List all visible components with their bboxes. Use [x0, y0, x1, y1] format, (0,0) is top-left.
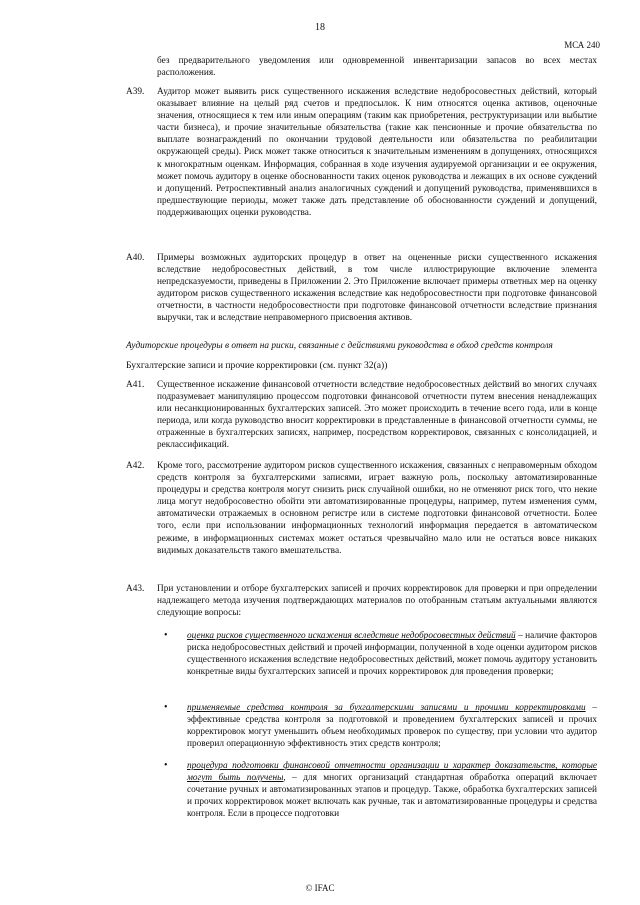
- paragraph-label-a41: А41.: [126, 380, 145, 390]
- list-item-text: – эффективные средства контроля за подготовкой и проведением бухгалтерских записей и прочих корректировок могут уменьшить объем необходимых проверок по существу, при условии что аудитор проверил операционную эффективность этих средств контроля;: [187, 703, 597, 750]
- bullet-icon: •: [164, 760, 168, 771]
- paragraph-a39: Аудитор может выявить риск существенного искажения вследствие недобросовестных действий, который оказывает влияние на целый ряд счетов и предпосылок. К ним относятся оценка активов, оценочные значения, относящиеся к тем или иным операциям (таким как приобретения, реструктуризации или выбытие части бизнеса), и прочие значительные обязательства (такие как пенсионные и прочие обязательства по выплате вознаграждений по окончании трудовой деятельности или обязательства по реабилитации окружающей среды). Риск может также относиться к значительным изменениям в допущениях, относящихся к многократным оценкам. Информация, собранная в ходе изучения аудируемой организации и ее окружения, может помочь аудитору в оценке обоснованности таких оценок руководства и лежащих в их основе суждений и допущений. Ретроспективный анализ аналогичных суждений и допущений руководства, применявшихся в предшествующие периоды, может также дать представление об обоснованности суждений и допущений, поддерживающих оценки руководства.: [157, 87, 597, 218]
- list-item-text: – наличие факторов риска недобросовестных действий и прочей информации, полученной в ходе оценки аудитором рисков существенного искажения вследствие недобросовестных действий, может помочь аудитору установить конкретные виды бухгалтерских записей и прочих корректировок для проведения проверки;: [187, 631, 597, 678]
- paragraph-a43: При установлении и отборе бухгалтерских записей и прочих корректировок для проверки и при определении надлежащего метода изучения подтверждающих материалов по отобранным статьям актуальными являются следующие вопросы:: [157, 584, 597, 619]
- section-heading: Аудиторские процедуры в ответ на риски, связанные с действиями руководства в обход средств контроля: [126, 341, 553, 351]
- paragraph-label-a42: А42.: [126, 461, 145, 471]
- paragraph-continuation: без предварительного уведомления или одновременной инвентаризации запасов во всех местах расположения.: [157, 56, 597, 79]
- footer-copyright: © IFAC: [305, 883, 335, 893]
- list-item: [187, 760, 597, 820]
- bullet-icon: •: [164, 702, 168, 713]
- bullet-icon: •: [164, 630, 168, 641]
- list-item-lead: применяемые средства контроля за бухгалтерскими записями и прочими корректировками: [187, 703, 586, 713]
- page-number: 18: [315, 22, 325, 33]
- list-item-lead: процедура подготовки финансовой отчетности организации и характер доказательств, которые могут быть получены: [187, 761, 597, 784]
- list-item: [187, 702, 597, 750]
- paragraph-label-a39: А39.: [126, 87, 145, 97]
- paragraph-label-a40: А40.: [126, 253, 145, 263]
- list-item-lead: оценка рисков существенного искажения вследствие недобросовестных действий: [187, 631, 516, 641]
- document-code: МСА 240: [564, 40, 600, 50]
- paragraph-a41: Существенное искажение финансовой отчетности вследствие недобросовестных действий во многих случаях подразумевает манипуляцию процессом подготовки финансовой отчетности путем внесения ненадлежащих или несанкционированных бухгалтерских записей. Это может происходить в течение всего года, или в конце периода, или когда руководство вносит корректировки в представленные в финансовой отчетности суммы, не отраженные в бухгалтерских записях, например, посредством корректировок, связанных с консолидацией, и реклассификаций.: [157, 380, 597, 451]
- subheading: Бухгалтерские записи и прочие корректировки (см. пункт 32(а)): [126, 360, 388, 371]
- list-item: [187, 630, 597, 678]
- paragraph-a40: Примеры возможных аудиторских процедур в ответ на оцененные риски существенного искажения вследствие недобросовестных действий, в том числе иллюстрирующие включение элемента непредсказуемости, приведены в Приложении 2. Это Приложение включает примеры ответных мер на оценку аудитором рисков существенного искажения вследствие как недобросовестности при подготовке финансовой отчетности, в частности недобросовестности при подготовке финансовой отчетности вследствие признания выручки, так и вследствие неправомерного присвоения активов.: [157, 253, 597, 324]
- paragraph-a42: Кроме того, рассмотрение аудитором рисков существенного искажения, связанных с неправомерным обходом средств контроля за бухгалтерскими записями, играет важную роль, поскольку автоматизированные процедуры и средства контроля могут снизить риск случайной ошибки, но не отменяют риск того, что некие лица могут недобросовестно обойти эти автоматизированные процедуры, например, путем изменения сумм, автоматически отражаемых в основном регистре или в системе подготовки финансовой отчетности. Более того, если при использовании информационных технологий информация передается в автоматическом режиме, в информационных системах может остаться чрезвычайно мало или не остаться вовсе никаких видимых доказательств такого вмешательства.: [157, 461, 597, 556]
- paragraph-label-a43: А43.: [126, 584, 145, 594]
- list-item-text: , – для многих организаций стандартная обработка операций включает сочетание ручных и автоматизированных этапов и процедур. Также, обработка бухгалтерских записей и прочих корректировок может включать как ручные, так и автоматизированные процедуры и средства контроля. Если в процессе подготовки: [187, 773, 597, 820]
